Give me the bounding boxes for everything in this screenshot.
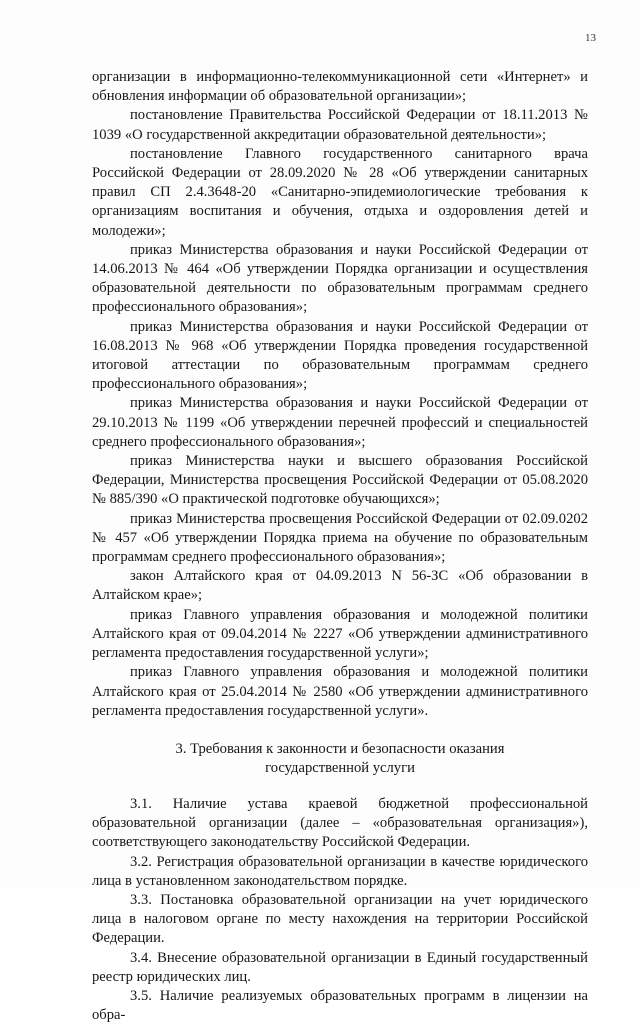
paragraph-government-decree-1039: постановление Правительства Российской Федерации от 18.11.2013 № 1039 «О государственной аккредитации образовательной деятельности»; [92, 107, 588, 143]
paragraph-continuation: организации в информационно-телекоммуникационной сети «Интернет» и обновления информации об образовательной организации»; [92, 69, 588, 105]
paragraph-altai-order-2580: приказ Главного управления образования и молодежной политики Алтайского края от 25.04.2014 № 2580 «Об утверждении административного регламента предоставления государственной услуги». [92, 664, 588, 719]
paragraph-item-3-2: 3.2. Регистрация образовательной организации в качестве юридического лица в установленном законодательством порядке. [92, 853, 588, 889]
paragraph-item-3-4: 3.4. Внесение образовательной организации в Единый государственный реестр юридических лиц. [92, 949, 588, 985]
paragraph-order-464: приказ Министерства образования и науки Российской Федерации от 14.06.2013 № 464 «Об утверждении Порядка организации и осуществления образовательной деятельности по образовательным программам среднего профессионального образования»; [92, 241, 588, 316]
paragraph-order-1199: приказ Министерства образования и науки Российской Федерации от 29.10.2013 № 1199 «Об утверждении перечней профессий и специальностей среднего профессионального образования»; [92, 395, 588, 450]
paragraph-order-885-390: приказ Министерства науки и высшего образования Российской Федерации, Министерства просвещения Российской Федерации от 05.08.2020 № 885/390 «О практической подготовке обучающихся»; [92, 453, 588, 508]
paragraph-altai-law-56: закон Алтайского края от 04.09.2013 N 56-ЗС «Об образовании в Алтайском крае»; [92, 568, 588, 604]
section-title: 3. Требования к законности и безопасности оказания государственной услуги [175, 740, 505, 776]
paragraph-item-3-3: 3.3. Постановка образовательной организации на учет юридического лица в налоговом органе по месту нахождения на территории Российской Федерации. [92, 891, 588, 947]
paragraph-altai-order-2227: приказ Главного управления образования и молодежной политики Алтайского края от 09.04.2014 № 2227 «Об утверждении административного регламента предоставления государственной услуги»; [92, 606, 588, 662]
paragraph-order-968: приказ Министерства образования и науки Российской Федерации от 16.08.2013 № 968 «Об утверждении Порядка проведения государственной итоговой аттестации по образовательным программам среднего профессионального образования»; [92, 318, 588, 393]
paragraph-sanitary-decree-28: постановление Главного государственного санитарного врача Российской Федерации от 28.09.2020 № 28 «Об утверждении санитарных правил СП 2.4.3648-20 «Санитарно-эпидемиологические требования к организациям воспитания и обучения, отдыха и оздоровления детей и молодежи»; [92, 145, 588, 239]
paragraph-order-457: приказ Министерства просвещения Российской Федерации от 02.09.0202 № 457 «Об утверждении Порядка приема на обучение по образовательным программам среднего профессионального образования»; [92, 510, 588, 566]
paragraph-item-3-5: 3.5. Наличие реализуемых образовательных программ в лицензии на обра- [92, 987, 588, 1024]
page-number: 13 [585, 32, 596, 44]
document-body [92, 68, 588, 1025]
paragraph-item-3-1: 3.1. Наличие устава краевой бюджетной профессиональной образовательной организации (далее – «образовательная организация»), соответствующего законодательству Российской Федерации. [92, 795, 588, 851]
